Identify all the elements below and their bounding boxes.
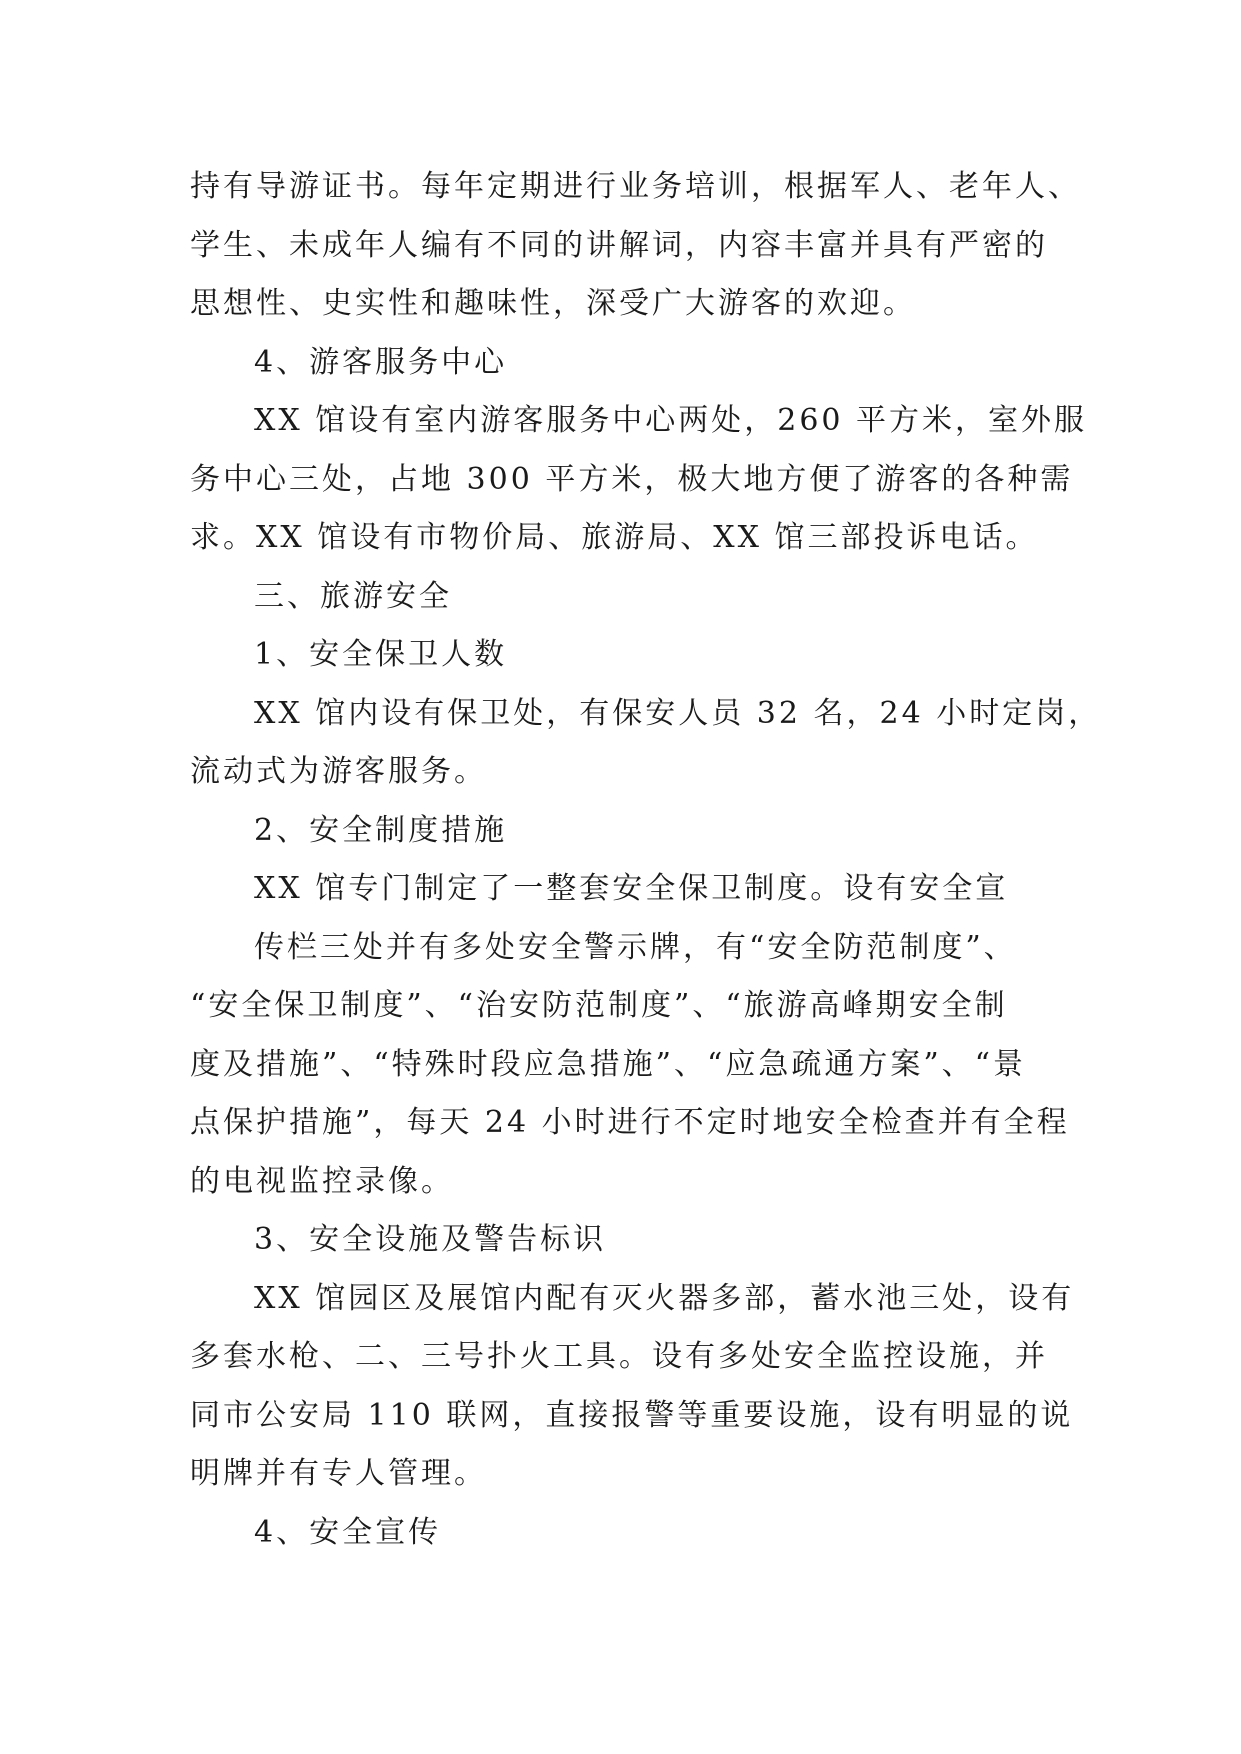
- text-line: 求。XX 馆设有市物价局、旅游局、XX 馆三部投诉电话。: [190, 520, 1039, 555]
- text-line: 传栏三处并有多处安全警示牌，有“安全防范制度”、: [254, 929, 1017, 965]
- section-heading: 1、安全保卫人数: [254, 637, 508, 672]
- section-heading: 3、安全设施及警告标识: [254, 1222, 607, 1257]
- section-heading: 三、旅游安全: [254, 578, 452, 614]
- text-line: “安全保卫制度”、“治安防范制度”、“旅游高峰期安全制: [190, 988, 1008, 1023]
- text-line: 多套水枪、二、三号扑火工具。设有多处安全监控设施，并: [190, 1339, 1048, 1374]
- text-line: 度及措施”、“特殊时段应急措施”、“应急疏通方案”、“景: [190, 1046, 1027, 1082]
- document-body: [190, 158, 1102, 1562]
- text-line: 持有导游证书。每年定期进行业务培训，根据军人、老年人、: [190, 169, 1081, 204]
- text-line: XX 馆设有室内游客服务中心两处，260 平方米，室外服: [254, 403, 1088, 438]
- text-line: 学生、未成年人编有不同的讲解词，内容丰富并具有严密的: [190, 227, 1048, 263]
- text-line: 的电视监控录像。: [190, 1163, 454, 1199]
- text-line: XX 馆内设有保卫处，有保安人员 32 名，24 小时定岗，: [254, 695, 1102, 731]
- text-line: 同市公安局 110 联网，直接报警等重要设施，设有明显的说: [190, 1397, 1074, 1433]
- section-heading: 4、安全宣传: [254, 1514, 442, 1550]
- text-line: XX 馆专门制定了一整套安全保卫制度。设有安全宣: [254, 871, 1009, 906]
- text-line: XX 馆园区及展馆内配有灭火器多部，蓄水池三处，设有: [254, 1280, 1075, 1316]
- text-line: 思想性、史实性和趣味性，深受广大游客的欢迎。: [190, 286, 916, 321]
- text-line: 明牌并有专人管理。: [190, 1456, 487, 1491]
- text-line: 务中心三处，占地 300 平方米，极大地方便了游客的各种需: [190, 461, 1074, 497]
- section-heading: 4、游客服务中心: [254, 344, 508, 380]
- section-heading: 2、安全制度措施: [254, 812, 508, 848]
- text-line: 流动式为游客服务。: [190, 754, 487, 789]
- text-line: 点保护措施”，每天 24 小时进行不定时地安全检查并有全程: [190, 1105, 1070, 1140]
